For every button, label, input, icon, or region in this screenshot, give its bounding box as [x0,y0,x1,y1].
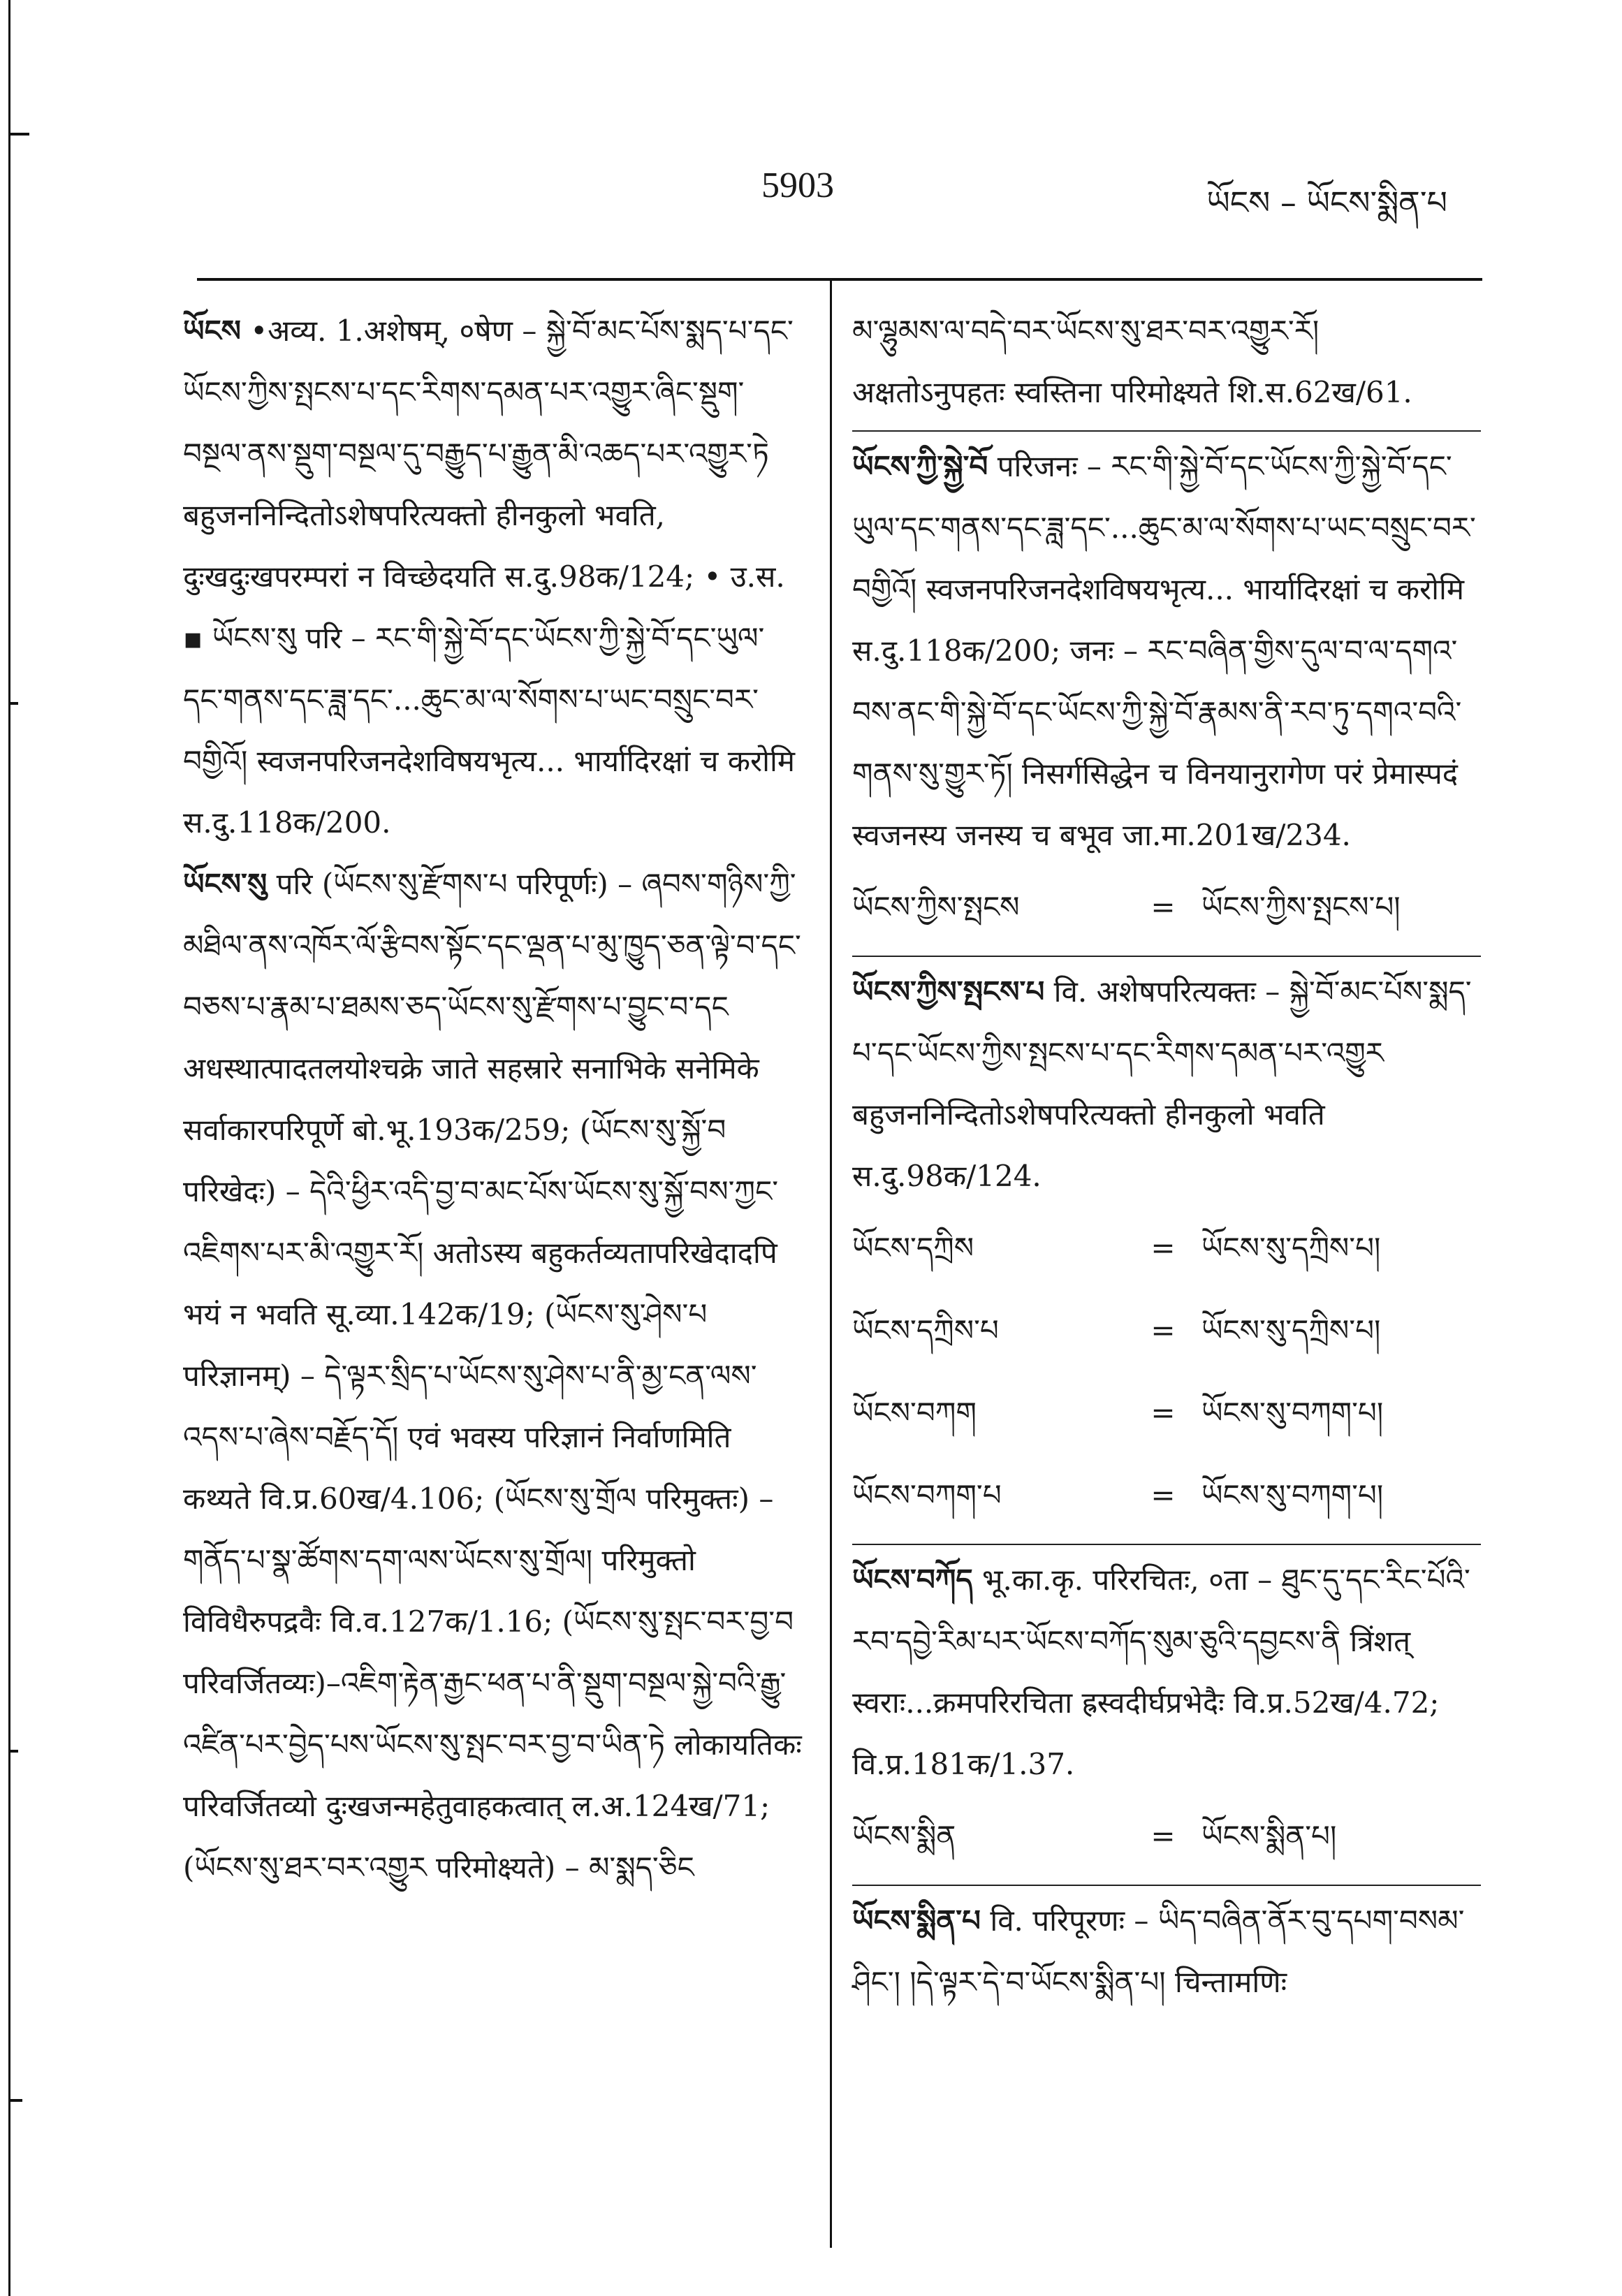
entry-body: वि. अशेषपरित्यक्तः – སྐྱེ་བོ་མང་པོས་སྨད་པ་དང་ཡོངས་ཀྱིས་སྤངས་པ་དང་རིགས་དམན་པར་འགྱུར बहुजननिन्दितोऽशेषपरित्यक्तो हीनकुलो भवति स.दु.98क/124. [852,974,1472,1193]
entry-body: भू.का.कृ. परिरचितः, ०ता – ཐུང་དུ་དང་རིང་པོའི་རབ་དབྱེ་རིམ་པར་ཡོངས་བཀོད་སུམ་ཅུའི་དབྱངས་ནི त्रिंशत् स्वराः...क्रमपरिरचिता ह्रस्वदीर्घप्रभेदैः वि.प्र.52ख/4.72; वि.प्र.181क/1.37. [852,1563,1470,1781]
entry-headword: ཡོངས་ཀྱིས་སྤངས་པ [852,974,1045,1009]
entry-headword: ཡོངས་བཀོད [852,1563,973,1597]
entry-body: वि. परिपूरणः – ཡིད་བཞིན་ནོར་བུ་དཔག་བསམ་ཤིང་། །དེ་ལྟར་དེ་བ་ཡོངས་སྨིན་པ། चिन्तामणिः [852,1903,1465,1999]
right-column [852,300,1481,2013]
dictionary-entry [852,300,1481,423]
scan-mark [10,1750,18,1753]
cross-reference-target: ཡོངས་སུ་བཀག་པ། [1201,1478,1384,1512]
left-column [183,300,803,1899]
header-rule [197,278,1482,281]
dictionary-entry [852,1544,1481,1795]
cross-reference-entry [852,1289,1481,1372]
cross-reference-target: ཡོངས་སུ་དཀྲིས་པ། [1201,1231,1381,1265]
entry-headword: ཡོངས་དཀྲིས་པ [852,1313,999,1347]
entry-headword: ཡོངས་ཀྱིས་སྤངས [852,890,1020,924]
cross-reference-target: ཡོངས་སུ་བཀག་པ། [1201,1396,1384,1430]
entry-headword: ཡོངས་སྨིན [852,1819,956,1853]
cross-reference-entry [852,1207,1481,1289]
dictionary-entry [852,1885,1481,2013]
scan-mark [10,2099,22,2102]
page-number: 5903 [761,166,834,205]
entry-headword: ཡོངས་བཀག [852,1396,977,1430]
running-head: ཡོངས – ཡོངས་སྨིན་པ [1206,184,1447,221]
cross-reference-entry [852,1795,1481,1878]
dictionary-entry [852,430,1481,866]
cross-reference-entry [852,866,1481,949]
cross-reference-target: ཡོངས་སུ་དཀྲིས་པ། [1201,1313,1381,1347]
cross-reference-target: ཡོངས་སྨིན་པ། [1201,1819,1337,1853]
column-divider [830,278,832,2248]
entry-body: མ་ལྷུམས་ལ་བདེ་བར་ཡོངས་སུ་ཐར་བར་འགྱུར་རོ། अक्षतोऽनुपहतः स्वस्तिना परिमोक्ष्यते शि.स.62ख/61. [852,314,1412,409]
equals-sign: = [1150,1396,1176,1430]
entry-headword: ཡོངས་སུ [183,867,268,901]
equals-sign: = [1150,1313,1176,1347]
scan-mark [10,133,29,136]
dictionary-entry [852,956,1481,1207]
entry-headword: ཡོངས་དཀྲིས [852,1231,974,1265]
equals-sign: = [1150,1231,1176,1265]
cross-reference-target: ཡོངས་ཀྱིས་སྤངས་པ། [1201,890,1401,924]
entry-body: •अव्य. 1.अशेषम्, ०षेण – སྐྱེ་བོ་མང་པོས་སྨད་པ་དང་ཡོངས་ཀྱིས་སྤངས་པ་དང་རིགས་དམན་པར་འགྱུར་ཞིང་སྡུག་བསྔལ་ནས་སྡུག་བསྔལ་དུ་བརྒྱུད་པ་རྒྱུན་མི་འཆད་པར་འགྱུར་ཏེ बहुजननिन्दितोऽशेषपरित्यक्तो हीनकुलो भवति, दुःखदुःखपरम्परां न विच्छेदयति स.दु.98क/124; • उ.स. ▪ ཡོངས་སུ परि – རང་གི་སྐྱེ་བོ་དང་ཡོངས་ཀྱི་སྐྱེ་བོ་དང་ཡུལ་དང་གནས་དང་ཟླ་དང་...ཆུང་མ་ལ་སོགས་པ་ཡང་བསྲུང་བར་བགྱིའོ། स्वजनपरिजनदेशविषयभृत्य... भार्यादिरक्षां च करोमि स.दु.118क/200. [183,314,796,840]
cross-reference-entry [852,1372,1481,1454]
equals-sign: = [1150,1478,1176,1512]
entry-body: परि (ཡོངས་སུ་རྫོགས་པ परिपूर्णः) – ཞབས་གཉིས་ཀྱི་མཐིལ་ནས་འཁོར་ལོ་རྩིབས་སྟོང་དང་ལྡན་པ་མུ་ཁྱུད་ཅན་ལྟེ་བ་དང་བཅས་པ་རྣམ་པ་ཐམས་ཅད་ཡོངས་སུ་རྫོགས་པ་བྱུང་བ་དང अधस्थात्पादतलयोश्चक्रे जाते सहस्रारे सनाभिके सनेमिके सर्वाकारपरिपूर्णे बो.भू.193क/259; (ཡོངས་སུ་སྐྱོ་བ परिखेदः) – དེའི་ཕྱིར་འདི་བྱ་བ་མང་པོས་ཡོངས་སུ་སྐྱོ་བས་ཀྱང་འཇིགས་པར་མི་འགྱུར་རོ། अतोऽस्य बहुकर्तव्यतापरिखेदादपि भयं न भवति सू.व्या.142क/19; (ཡོངས་སུ་ཤེས་པ परिज्ञानम्) – དེ་ལྟར་སྲིད་པ་ཡོངས་སུ་ཤེས་པ་ནི་མྱ་ངན་ལས་འདས་པ་ཞེས་བརྗོད་དོ། एवं भवस्य परिज्ञानं निर्वाणमिति कथ्यते वि.प्र.60ख/4.106; (ཡོངས་སུ་གྲོལ परिमुक्तः) – གནོད་པ་སྣ་ཚོགས་དག་ལས་ཡོངས་སུ་གྲོལ། परिमुक्तो विविधैरुपद्रवैः वि.व.127क/1.16; (ཡོངས་སུ་སྤང་བར་བྱ་བ परिवर्जितव्यः)–འཇིག་རྟེན་རྒྱང་ཕན་པ་ནི་སྡུག་བསྔལ་སྐྱེ་བའི་རྒྱུ་འཛིན་པར་བྱེད་པས་ཡོངས་སུ་སྤང་བར་བྱ་བ་ཡིན་ཏེ लोकायतिकः परिवर्जितव्यो दुःखजन्महेतुवाहकत्वात् ल.अ.124ख/71; (ཡོངས་སུ་ཐར་བར་འགྱུར परिमोक्ष्यते) – མ་སྨད་ཅིང [183,867,802,1885]
dictionary-entry [183,300,803,854]
equals-sign: = [1150,890,1176,924]
entry-body: परिजनः – རང་གི་སྐྱེ་བོ་དང་ཡོངས་ཀྱི་སྐྱེ་བོ་དང་ཡུལ་དང་གནས་དང་ཟླ་དང་...ཆུང་མ་ལ་སོགས་པ་ཡང་བསྲུང་བར་བགྱིའོ། स्वजनपरिजनदेशविषयभृत्य... भार्यादिरक्षां च करोमि स.दु.118क/200; जनः – རང་བཞིན་གྱིས་དུལ་བ་ལ་དགའ་བས་ནང་གི་སྐྱེ་བོ་དང་ཡོངས་ཀྱི་སྐྱེ་བོ་རྣམས་ནི་རབ་ཏུ་དགའ་བའི་གནས་སུ་གྱུར་ཏོ། निसर्गसिद्धेन च विनयानुरागेण परं प्रेमास्पदं स्वजनस्य जनस्य च बभूव जा.मा.201ख/234. [852,449,1476,852]
dictionary-entry [183,854,803,1899]
entry-headword: ཡོངས [183,314,242,348]
equals-sign: = [1150,1819,1176,1853]
entry-headword: ཡོངས་སྨིན་པ [852,1903,981,1938]
entry-headword: ཡོངས་བཀག་པ [852,1478,1002,1512]
scan-mark [10,702,18,705]
cross-reference-entry [852,1454,1481,1537]
scan-margin-line [8,0,10,2296]
entry-headword: ཡོངས་ཀྱི་སྐྱེ་བོ [852,449,988,483]
